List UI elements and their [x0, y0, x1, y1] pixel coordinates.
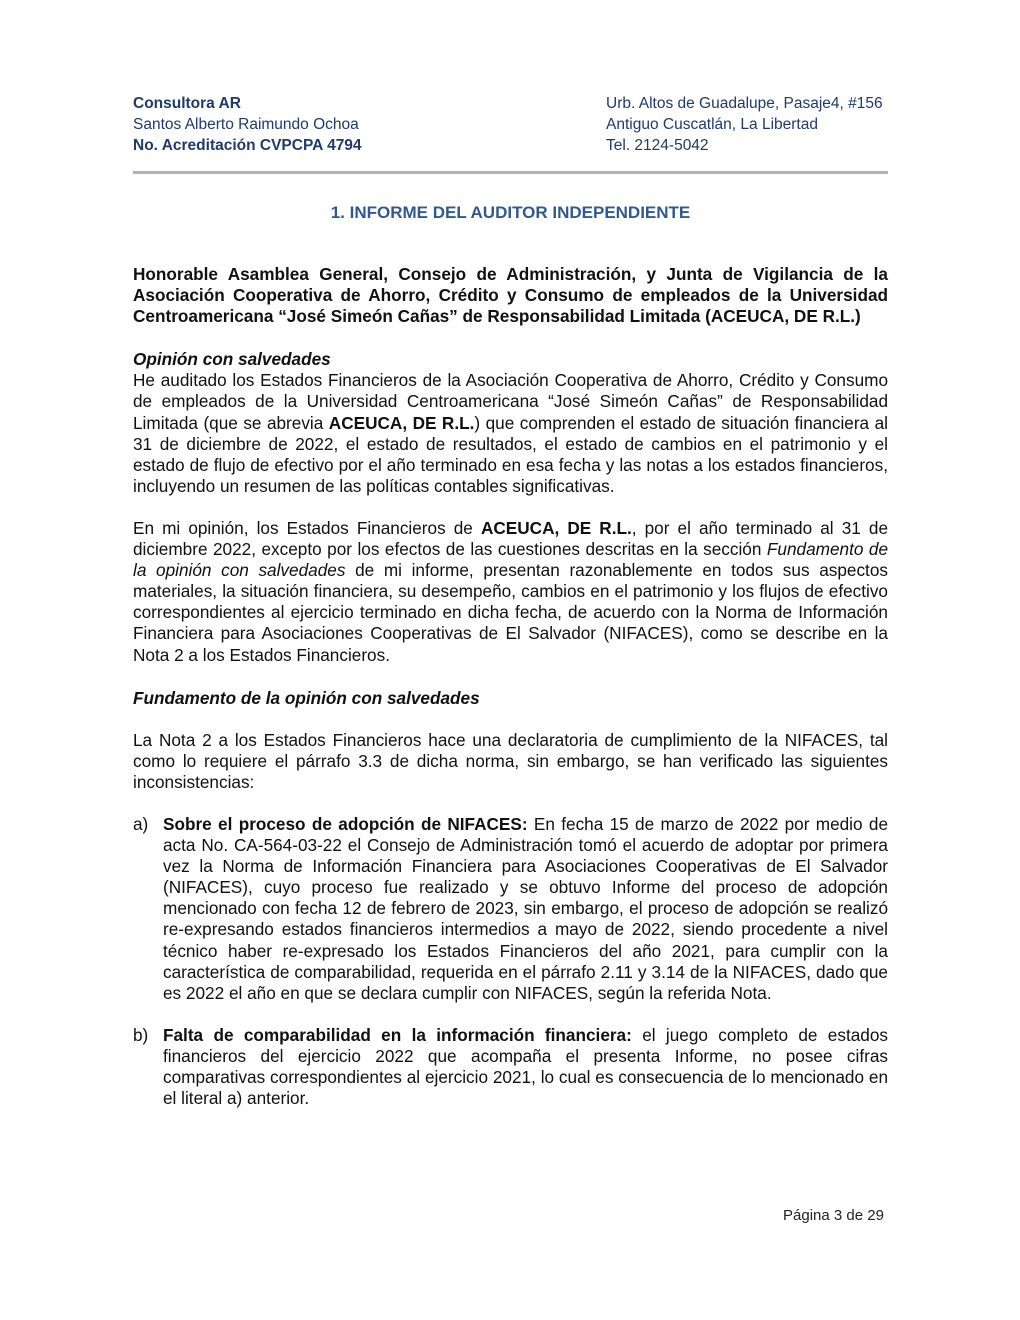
header-divider: [133, 171, 888, 174]
opinion-paragraph-2: En mi opinión, los Estados Financieros de ACEUCA, DE R.L., por el año terminado al 31 de diciembre 2022, excepto por los efectos de las cuestiones descritas en la sección Fundamento de la opinión con salvedades de mi informe, presentan razonablemente en todos sus aspectos materiales, la situación financiera, su desempeño, cambios en el patrimonio y los flujos de efectivo correspondientes al ejercicio terminado en dicha fecha, de acuerdo con la Norma de Información Financiera para Asociaciones Cooperativas de El Salvador (NIFACES), como se describe en la Nota 2 a los Estados Financieros.: [133, 517, 889, 665]
addressee: Honorable Asamblea General, Consejo de Administración, y Junta de Vigilancia de la Asociación Cooperativa de Ahorro, Crédito y Consumo de empleados de la Universidad Centroamericana “José Simeón Cañas” de Responsabilidad Limitada (ACEUCA, DE R.L.): [133, 264, 888, 327]
list-item: a) Sobre el proceso de adopción de NIFACES: En fecha 15 de marzo de 2022 por medio de acta No. CA-564-03-22 el Consejo de Administración tomó el acuerdo de adoptar por primera vez la Norma de Información Financiera para Asociaciones Cooperativas de El Salvador (NIFACES), cuyo proceso fue realizado y se obtuvo Informe del proceso de adopción mencionado con fecha 12 de febrero de 2023, sin embargo, el proceso de adopción se realizó re-expresando estados financieros intermedios a mayo de 2022, siendo procedente a nivel técnico haber re-expresado los Estados Financieros del año 2021, para cumplir con la característica de comparabilidad, requerida en el párrafo 2.11 y 3.14 de la NIFACES, dado que es 2022 el año en que se declara cumplir con NIFACES, según la referida Nota.: [133, 813, 888, 1003]
list-item: b) Falta de comparabilidad en la información financiera: el juego completo de estados financieros del ejercicio 2022 que acompaña el presenta Informe, no posee cifras comparativas correspondientes al ejercicio 2021, lo cual es consecuencia de lo mencionado en el literal a) anterior.: [133, 1024, 888, 1109]
page-number: Página 3 de 29: [783, 1207, 884, 1224]
report-body: [133, 264, 888, 1109]
basis-intro: La Nota 2 a los Estados Financieros hace una declaratoria de cumplimiento de la NIFACES, tal como lo requiere el párrafo 3.3 de dicha norma, sin embargo, se han verificado las siguientes inconsistencias:: [133, 729, 888, 792]
address-line-2: Antiguo Cuscatlán, La Libertad: [606, 116, 818, 133]
report-title: 1. INFORME DEL AUDITOR INDEPENDIENTE: [330, 203, 691, 222]
phone-number: Tel. 2124-5042: [606, 137, 709, 154]
address-line-1: Urb. Altos de Guadalupe, Pasaje4, #156: [606, 95, 883, 112]
list-marker: a): [133, 813, 149, 834]
opinion-heading: Opinión con salvedades: [133, 349, 331, 370]
auditor-name: Santos Alberto Raimundo Ochoa: [133, 116, 359, 133]
header-left: [133, 94, 362, 157]
firm-name: Consultora AR: [133, 95, 241, 112]
list-marker: b): [133, 1024, 149, 1045]
header-right: [606, 94, 883, 157]
basis-heading: Fundamento de la opinión con salvedades: [133, 687, 480, 708]
accreditation-number: No. Acreditación CVPCPA 4794: [133, 137, 362, 154]
opinion-paragraph-1: He auditado los Estados Financieros de la Asociación Cooperativa de Ahorro, Crédito y Consumo de empleados de la Universidad Centroamericana “José Simeón Cañas” de Responsabilidad Limitada (que se abrevia ACEUCA, DE R.L.) que comprenden el estado de situación financiera al 31 de diciembre de 2022, el estado de resultados, el estado de cambios en el patrimonio y el estado de flujo de efectivo por el año terminado en esa fecha y las notas a los estados financieros, incluyendo un resumen de las políticas contables significativas.: [133, 370, 888, 496]
